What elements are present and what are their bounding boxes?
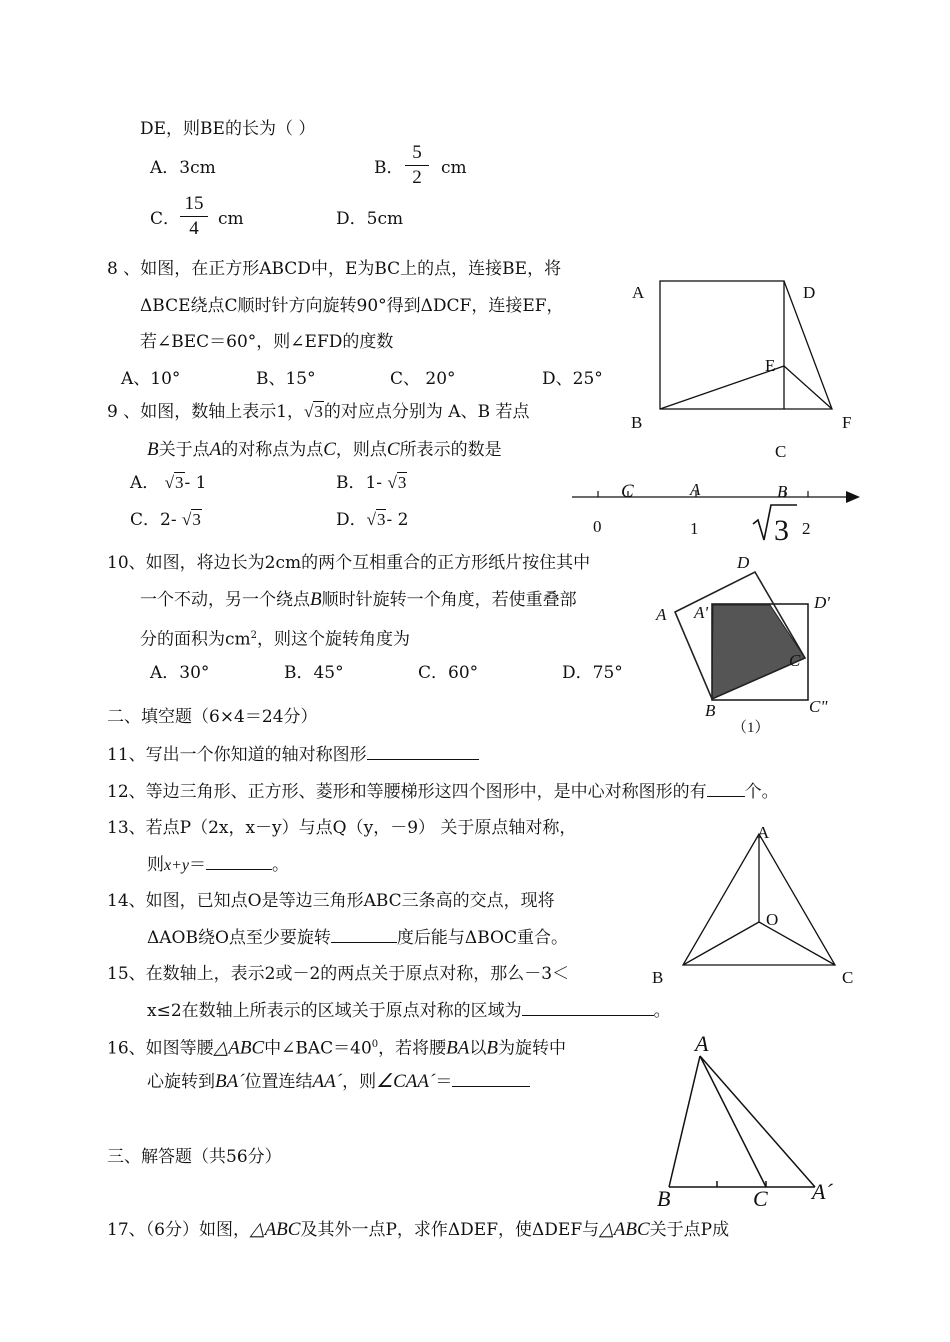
fraction-numerator: 15 — [184, 193, 204, 214]
q9-line1-b: 的对应点分别为 A、B 若点 — [323, 402, 530, 422]
q16-line1: 16、如图等腰△ABC中$\angle BAC=40^0$，若将腰BA以B为旋转中 — [107, 1037, 566, 1059]
label-a-prime: A´ — [812, 1179, 833, 1204]
label-a-prime: A' — [694, 603, 709, 622]
label-b: B — [657, 1186, 671, 1211]
axis-label-c: C — [621, 481, 634, 502]
q7-stem: DE，则BE的长为（ ） — [140, 119, 316, 139]
label-c-double-prime: C" — [809, 697, 828, 716]
label-b: B — [705, 701, 716, 720]
fraction-numerator: 5 — [412, 142, 422, 163]
side-ac — [700, 1056, 766, 1187]
q7-option-d: D．5cm — [336, 209, 404, 229]
q15-line1: 15、在数轴上，表示2或－2的两点关于原点对称，那么－3＜ — [107, 964, 570, 984]
label-b: B — [631, 413, 643, 432]
label-c: C — [753, 1186, 768, 1211]
section3-title: 三、解答题（共56分） — [107, 1147, 282, 1167]
q8-option-b: B、15° — [256, 369, 316, 389]
q7-option-b-unit: cm — [441, 158, 467, 178]
label-b: B — [652, 968, 664, 987]
label-d: D — [803, 283, 816, 302]
axis-label-two: 2 — [802, 519, 811, 538]
figure-caption: （1） — [732, 720, 770, 736]
q14-line2: ΔAOB绕O点至少要旋转 度后能与ΔBOC重合。 — [147, 928, 568, 948]
q9-line2: B关于点A的对称点为点C，则点C所表示的数是 — [147, 439, 502, 460]
fraction-denominator: 4 — [189, 218, 199, 239]
q14-line1: 14、如图，已知点O是等边三角形ABC三条高的交点，现将 — [107, 891, 555, 911]
fraction-denominator: 2 — [412, 167, 422, 188]
q10-option-c: C．60° — [418, 663, 479, 683]
label-f: F — [842, 413, 852, 432]
q7-option-b-prefix: B． — [374, 158, 404, 178]
svg-text:3: 3 — [774, 514, 789, 547]
q13-line2: 则x+y＝ 。 — [147, 855, 289, 875]
sqrt-3: √3 — [304, 402, 323, 421]
q12: 12、等边三角形、正方形、菱形和等腰梯形这四个图形中，是中心对称图形的有 个。 — [107, 782, 779, 802]
label-c: C — [789, 651, 801, 670]
q7-option-c-unit: cm — [218, 209, 244, 229]
q11: 11、写出一个你知道的轴对称图形 — [107, 743, 479, 766]
q10-option-d: D．75° — [562, 663, 623, 683]
segment-aa-prime — [700, 1056, 815, 1187]
q10-line3: 分的面积为$cm^2$，则这个旋转角度为 — [140, 629, 411, 650]
q9-option-c: C．2- √3 — [130, 510, 201, 530]
q9-option-b: B．1- √3 — [336, 473, 407, 493]
label-d-prime: D' — [814, 593, 830, 612]
q8-option-a: A、10° — [121, 369, 181, 389]
q7-option-a: A．3cm — [150, 158, 216, 178]
axis-label-zero: 0 — [593, 517, 602, 536]
axis-label-one: 1 — [690, 519, 699, 538]
label-a: A — [656, 605, 667, 624]
q17: 17、（6分）如图，△ABC及其外一点P，求作ΔDEF，使ΔDEF与△ABC关于点P成 — [107, 1219, 730, 1240]
q9-line1-a: 9 、如图，数轴上表示1， — [107, 402, 305, 422]
axis-label-a: A — [690, 480, 701, 499]
q16-line2: 心旋转到BA´位置连结AA´，则∠CAA´＝ — [147, 1070, 530, 1093]
section2-title: 二、填空题（6×4＝24分） — [107, 707, 318, 727]
q7-option-c-prefix: C． — [150, 209, 181, 229]
q9-option-d: D．√3- 2 — [336, 510, 409, 530]
label-c: C — [775, 442, 787, 461]
side-ab — [669, 1056, 700, 1187]
q8-option-c: C、 20° — [390, 369, 456, 389]
label-a: A — [757, 823, 770, 842]
q13-line1: 13、若点P（2x，x－y）与点Q（y，－9） 关于原点轴对称， — [107, 818, 577, 838]
q8-line2: ΔBCE绕点C顺时针方向旋转90°得到ΔDCF，连接EF， — [140, 296, 564, 316]
label-d: D — [737, 553, 750, 572]
q9-option-a: A． √3- 1 — [130, 473, 207, 493]
label-a: A — [695, 1031, 709, 1056]
axis-label-b: B — [777, 482, 788, 501]
label-o: O — [766, 910, 779, 929]
q8-line3: 若∠BEC＝60°，则∠EFD的度数 — [140, 332, 394, 352]
q8-option-d: D、25° — [542, 369, 603, 389]
label-a: A — [632, 283, 645, 302]
label-e: E — [765, 356, 776, 375]
q8-line1: 8 、如图，在正方形ABCD中，E为BC上的点，连接BE，将 — [107, 259, 562, 279]
q10-line1: 10、如图，将边长为2cm的两个互相重合的正方形纸片按住其中 — [107, 553, 591, 573]
q10-option-b: B．45° — [284, 663, 344, 683]
q10-option-a: A．30° — [150, 663, 210, 683]
q10-line2: 一个不动，另一个绕点B顺时针旋转一个角度，若使重叠部 — [140, 589, 577, 610]
label-c: C — [842, 968, 854, 987]
q15-line2: x≤2在数轴上所表示的区域关于原点对称的区域为 。 — [147, 1001, 671, 1021]
